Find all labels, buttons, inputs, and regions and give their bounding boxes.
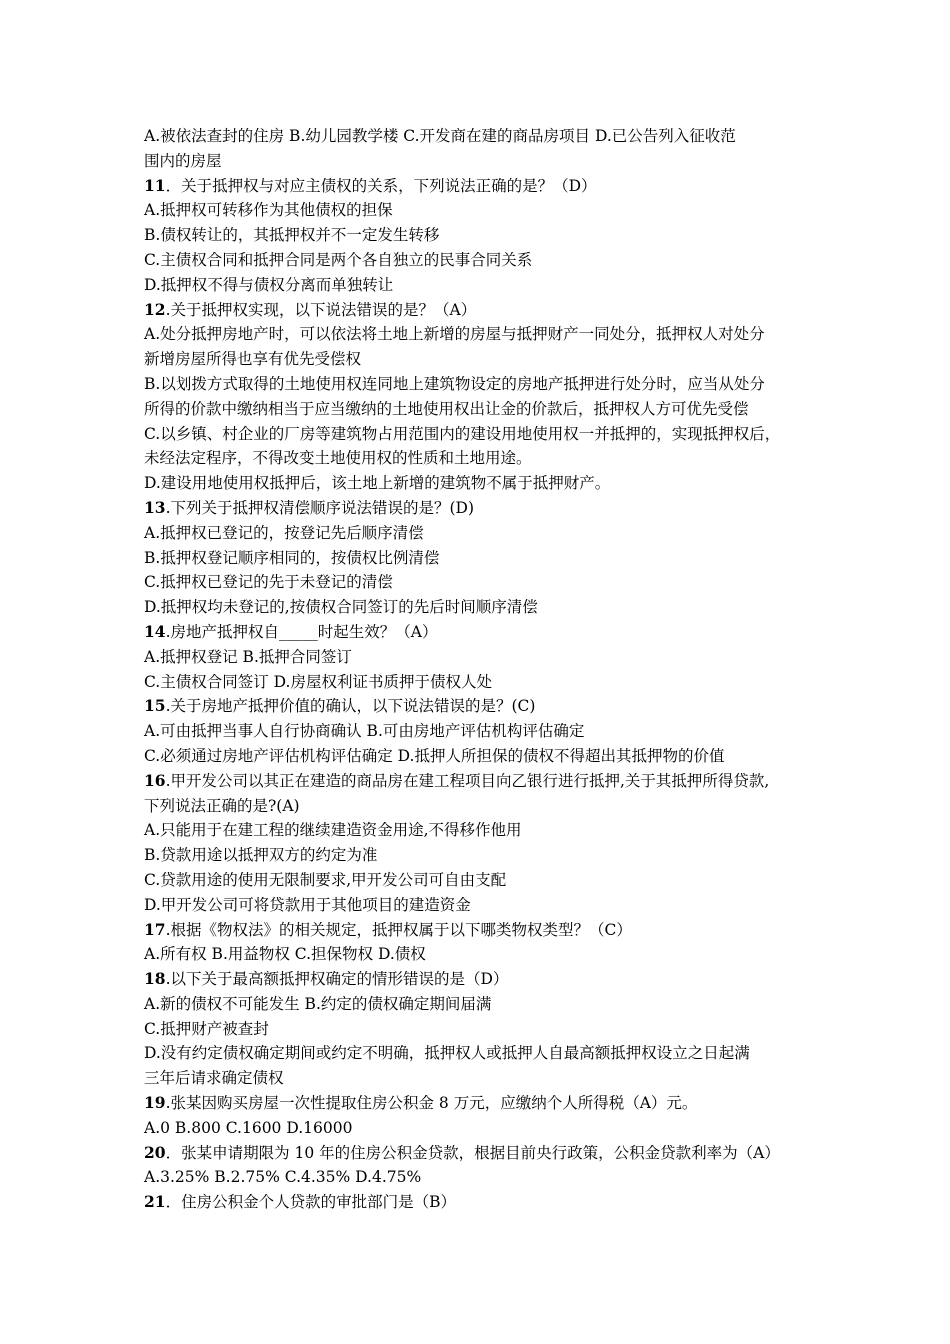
line-text: 新增房屋所得也享有优先受偿权 [144, 350, 362, 369]
line-text: C.必须通过房地产评估机构评估确定 D.抵押人所担保的债权不得超出其抵押物的价值 [144, 746, 725, 765]
text-line [144, 446, 824, 471]
question-line [144, 1141, 824, 1166]
question-number: 17 [144, 919, 166, 939]
question-line [144, 967, 824, 992]
text-line [144, 422, 824, 447]
text-line [144, 595, 824, 620]
question-line [144, 769, 824, 794]
line-text: ．关于抵押权与对应主债权的关系，下列说法正确的是？（D） [165, 176, 597, 195]
text-line [144, 719, 824, 744]
text-line [144, 223, 824, 248]
line-text: .根据《物权法》的相关规定，抵押权属于以下哪类物权类型？（C） [165, 920, 632, 939]
question-number: 12 [144, 299, 166, 319]
text-line [144, 744, 824, 769]
line-text: C.贷款用途的使用无限制要求,甲开发公司可自由支配 [144, 870, 507, 889]
text-line [144, 149, 824, 174]
question-line [144, 496, 824, 521]
text-line [144, 868, 824, 893]
line-text: A.新的债权不可能发生 B.约定的债权确定期间届满 [144, 994, 492, 1013]
line-text: C.抵押财产被查封 [144, 1019, 269, 1038]
line-text: .关于房地产抵押价值的确认，以下说法错误的是？(C) [165, 697, 536, 716]
text-line [144, 645, 824, 670]
text-line [144, 273, 824, 298]
line-text: C.以乡镇、村企业的厂房等建筑物占用范围内的建设用地使用权一并抵押的，实现抵押权后， [144, 424, 781, 443]
question-line [144, 918, 824, 943]
line-text: .甲开发公司以其正在建造的商品房在建工程项目向乙银行进行抵押,关于其抵押所得贷款, [165, 771, 770, 790]
question-number: 13 [144, 497, 166, 517]
line-text: A.所有权 B.用益物权 C.担保物权 D.债权 [144, 945, 426, 964]
text-line [144, 843, 824, 868]
line-text: D.抵押权均未登记的,按债权合同签订的先后时间顺序清偿 [144, 598, 538, 617]
question-line [144, 1190, 824, 1215]
text-line [144, 893, 824, 918]
line-text: A.只能用于在建工程的继续建造资金用途,不得移作他用 [144, 821, 522, 840]
question-number: 20 [144, 1142, 166, 1162]
line-text: .房地产抵押权自_____时起生效？（A） [165, 622, 438, 641]
line-text: C.抵押权已登记的先于未登记的清偿 [144, 573, 393, 592]
question-number: 21 [144, 1192, 166, 1212]
line-text: .张某因购买房屋一次性提取住房公积金 8 万元，应缴纳个人所得税（A）元。 [165, 1094, 698, 1113]
text-line [144, 546, 824, 571]
text-line [144, 794, 824, 819]
text-line [144, 992, 824, 1017]
text-line [144, 198, 824, 223]
text-line [144, 670, 824, 695]
line-text: 下列说法正确的是?(A) [144, 796, 300, 815]
line-text: 未经法定程序，不得改变土地使用权的性质和土地用途。 [144, 449, 532, 468]
question-number: 19 [144, 1093, 166, 1113]
line-text: B.抵押权登记顺序相同的，按债权比例清偿 [144, 548, 440, 567]
line-text: .下列关于抵押权清偿顺序说法错误的是？(D) [165, 498, 475, 517]
text-line [144, 124, 824, 149]
line-text: A.被依法查封的住房 B.幼儿园教学楼 C.开发商在建的商品房项目 D.已公告列入征收范 [144, 127, 736, 145]
question-number: 15 [144, 696, 166, 716]
text-line [144, 942, 824, 967]
line-text: D.建设用地使用权抵押后，该土地上新增的建筑物不属于抵押财产。 [144, 474, 611, 493]
line-text: B.贷款用途以抵押双方的约定为准 [144, 846, 378, 865]
line-text: C.主债权合同签订 D.房屋权利证书质押于债权人处 [144, 672, 492, 691]
line-text: B.债权转让的，其抵押权并不一定发生转移 [144, 226, 440, 245]
line-text: A.0 B.800 C.1600 D.16000 [144, 1118, 353, 1137]
text-line [144, 818, 824, 843]
line-text: C.主债权合同和抵押合同是两个各自独立的民事合同关系 [144, 250, 533, 269]
line-text: .关于抵押权实现，以下说法错误的是？（A） [165, 300, 477, 319]
text-line [144, 521, 824, 546]
text-line [144, 570, 824, 595]
line-text: A.抵押权登记 B.抵押合同签订 [144, 647, 352, 666]
text-line [144, 1066, 824, 1091]
question-number: 11 [144, 175, 166, 195]
document-body [144, 124, 824, 1215]
line-text: D.没有约定债权确定期间或约定不明确，抵押权人或抵押人自最高额抵押权设立之日起满 [144, 1044, 750, 1063]
text-line [144, 397, 824, 422]
text-line [144, 471, 824, 496]
question-line [144, 620, 824, 645]
question-number: 14 [144, 621, 166, 641]
text-line [144, 1116, 824, 1141]
line-text: B.以划拨方式取得的土地使用权连同地上建筑物设定的房地产抵押进行处分时，应当从处分 [144, 374, 765, 393]
question-line [144, 174, 824, 199]
line-text: 三年后请求确定债权 [144, 1069, 284, 1088]
line-text: A.处分抵押房地产时，可以依法将土地上新增的房屋与抵押财产一同处分，抵押权人对处分 [144, 325, 765, 344]
question-line [144, 1091, 824, 1116]
question-number: 16 [144, 770, 166, 790]
question-number: 18 [144, 969, 166, 989]
text-line [144, 1041, 824, 1066]
line-text: ．住房公积金个人贷款的审批部门是（B） [165, 1193, 456, 1212]
line-text: A.抵押权已登记的，按登记先后顺序清偿 [144, 523, 424, 542]
line-text: A.可由抵押当事人自行协商确认 B.可由房地产评估机构评估确定 [144, 722, 585, 741]
text-line [144, 1165, 824, 1190]
line-text: D.甲开发公司可将贷款用于其他项目的建造资金 [144, 895, 471, 914]
line-text: A.3.25% B.2.75% C.4.35% D.4.75% [144, 1168, 422, 1187]
line-text: 所得的价款中缴纳相当于应当缴纳的土地使用权出让金的价款后，抵押权人方可优先受偿 [144, 399, 749, 418]
question-line [144, 694, 824, 719]
line-text: A.抵押权可转移作为其他债权的担保 [144, 201, 393, 220]
text-line [144, 322, 824, 347]
text-line [144, 248, 824, 273]
line-text: 围内的房屋 [144, 151, 222, 170]
question-line [144, 298, 824, 323]
text-line [144, 1017, 824, 1042]
text-line [144, 347, 824, 372]
line-text: D.抵押权不得与债权分离而单独转让 [144, 275, 394, 294]
line-text: .以下关于最高额抵押权确定的情形错误的是（D） [165, 970, 509, 989]
text-line [144, 372, 824, 397]
line-text: ．张某申请期限为 10 年的住房公积金贷款，根据目前央行政策，公积金贷款利率为（A） [165, 1143, 780, 1162]
